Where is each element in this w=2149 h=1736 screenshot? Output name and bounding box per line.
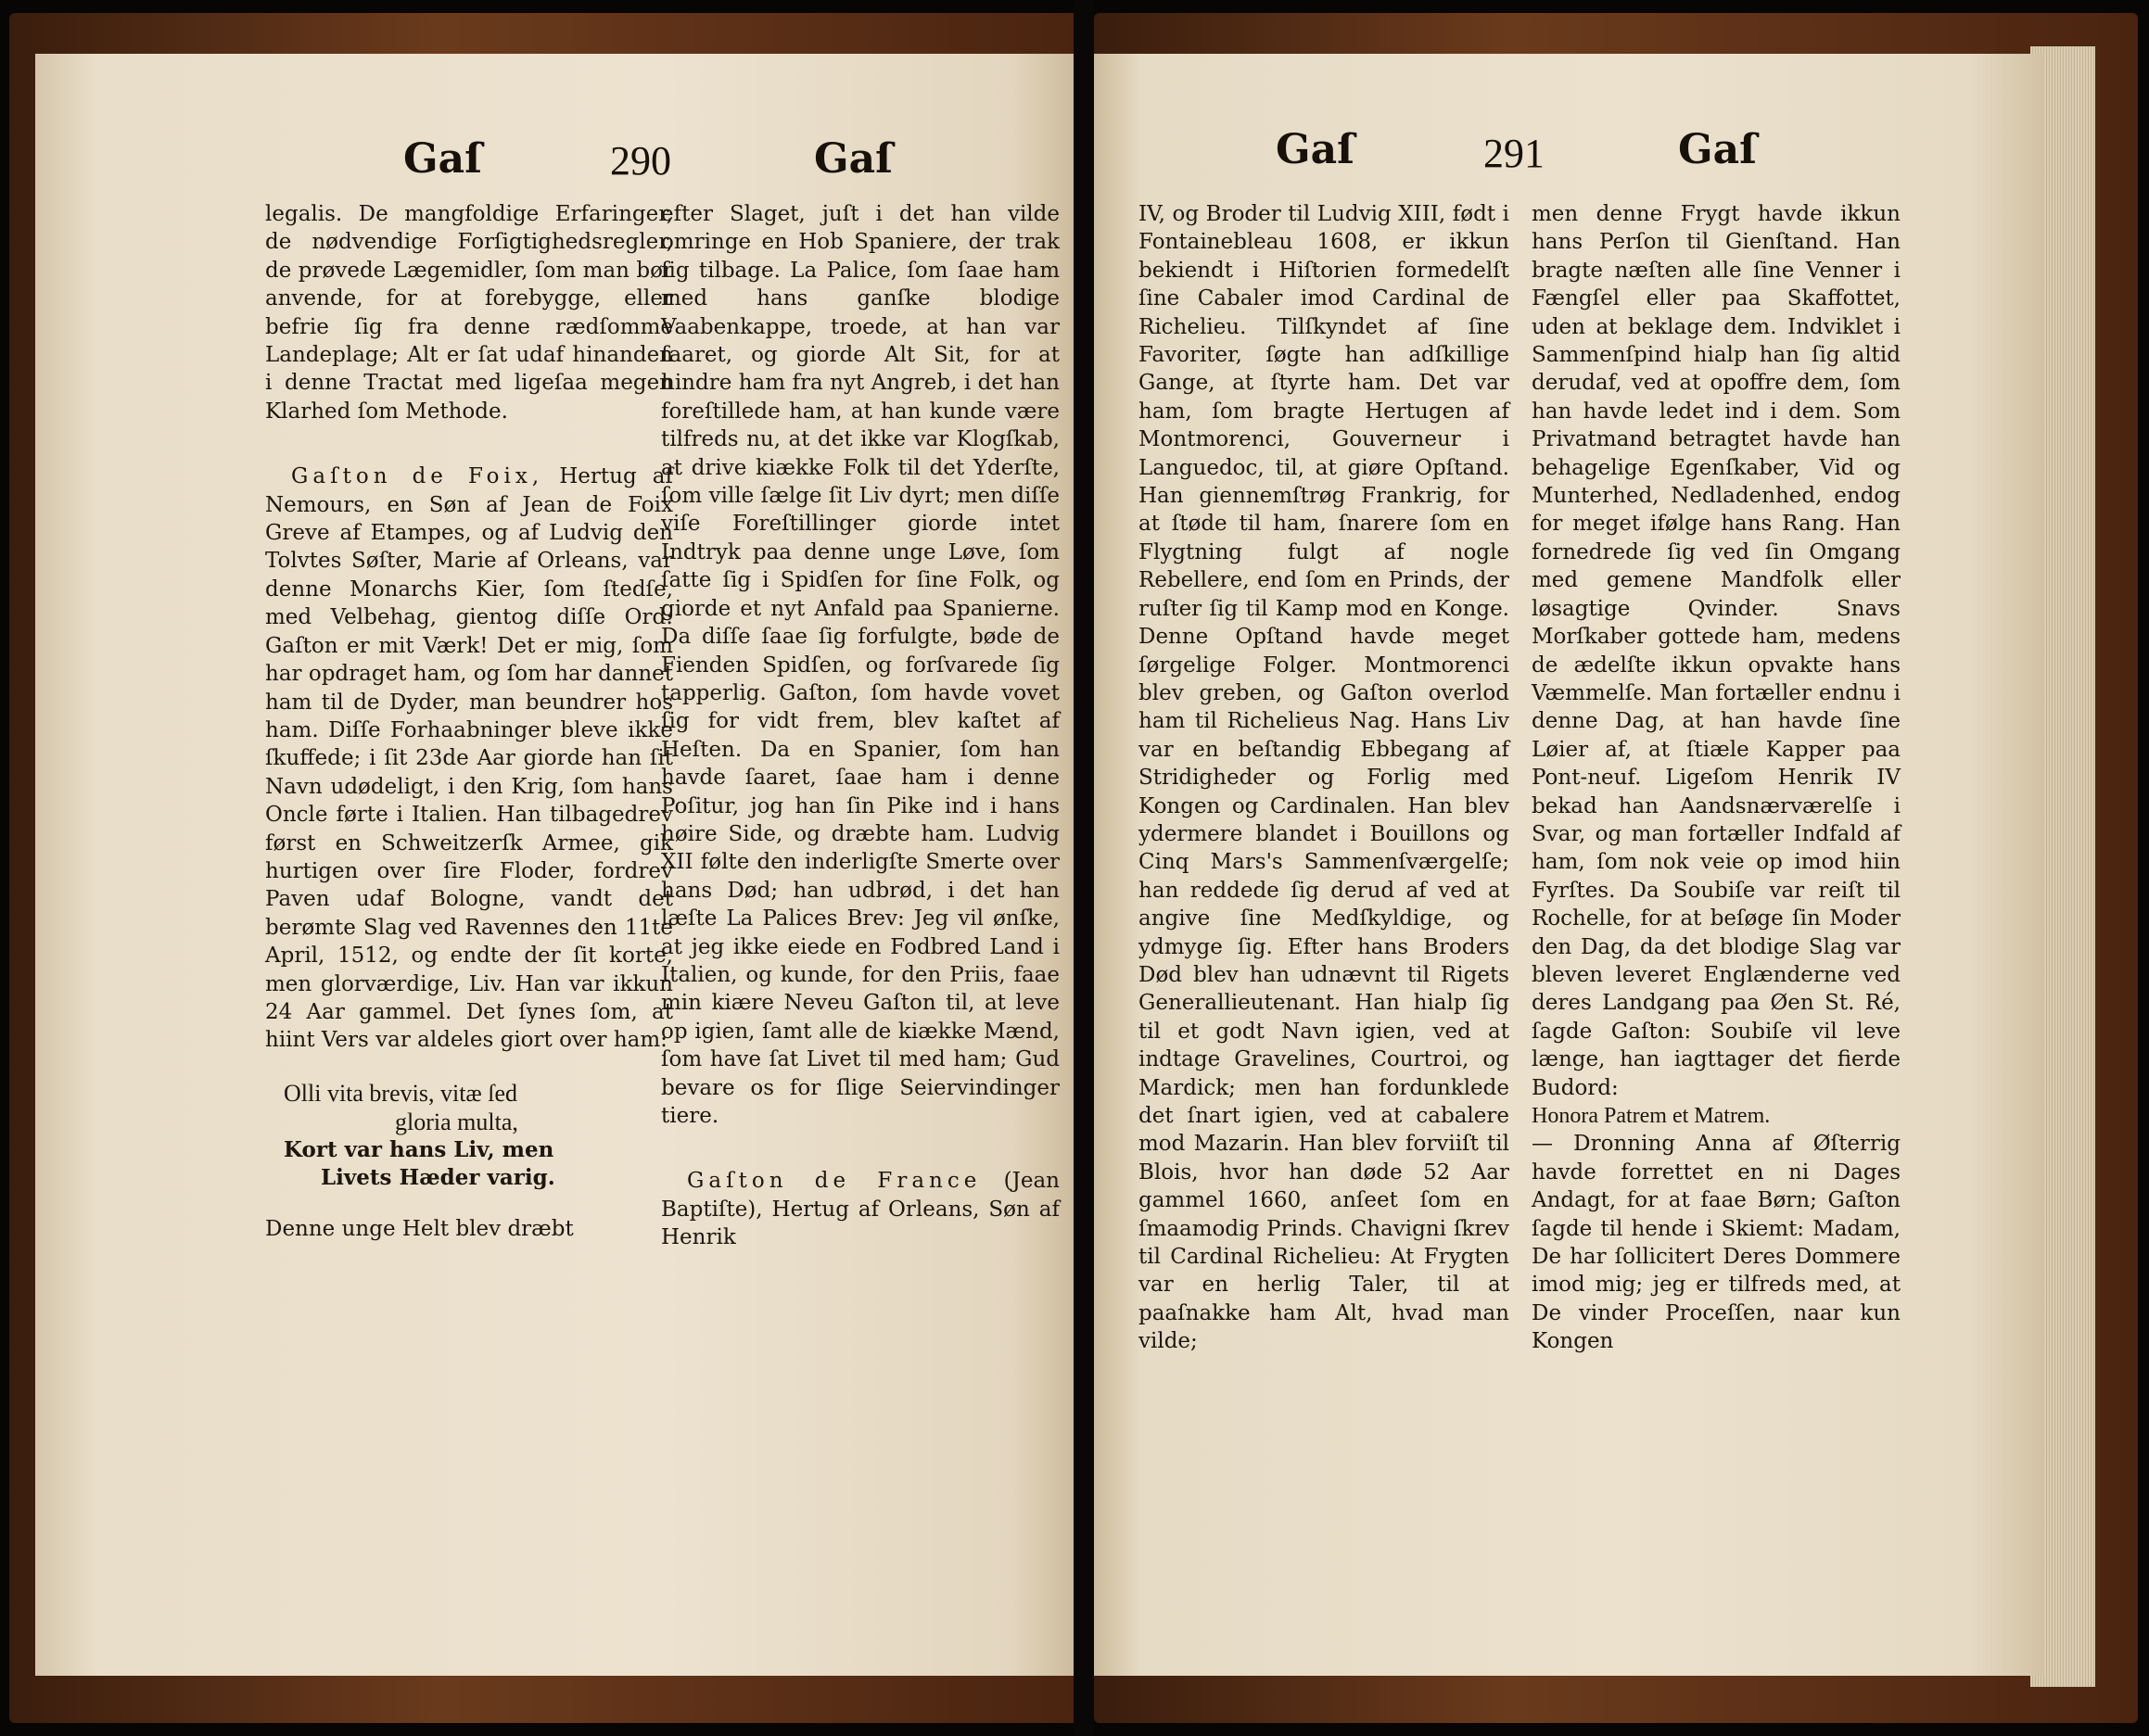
latin-verse bbox=[265, 1079, 673, 1136]
paragraph-ludvig-xiii: IV, og Broder til Ludvig XIII, født i Fontainebleau 1608, er ikkun bekiendt i Hiſtorien formedelſt ſine Cabaler imod Cardinal de Richelieu. Tilſkyndet af ſine Favoriter, ſøgte han adſkillige Gange, at ſtyrte ham. Det var ham, ſom bragte Hertugen af Montmorenci, Gouverneur i Languedoc, til, at giøre Opſtand. Han giennemſtrøg Frankrig, for at ſtøde til ham, ſnarere ſom en Flygtning fulgt af nogle Rebellere, end ſom en Prinds, der ruſter ſig til Kamp mod en Konge. Denne Opſtand havde meget ſørgelige Folger. Montmorenci blev greben, og Gaſton overlod ham til Richelieus Nag. Hans Liv var en beſtandig Ebbegang af Stridigheder og Forlig med Kongen og Cardinalen. Han blev ydermere blandet i Bouillons og Cinq Mars's Sammenſværgelſe; han reddede ſig derud af ved at angive ſine Medſkyldige, og ydmyge ſig. Efter hans Broders Død blev han udnævnt til Rigets Generallieutenant. Han hialp ſig til et godt Navn igien, ved at indtage Gravelines, Courtroi, og Mardick; men han fordunklede det ſnart igien, ved at cabalere mod Mazarin. Han blev forviiſt til Blois, hvor han døde 52 Aar gammel 1660, anſeet ſom en ſmaamodig Prinds. Chavigni ſkrev til Cardinal Richelieu: At Frygten var en herlig Taler, til at paaſnakke ham Alt, hvad man vilde; bbox=[1138, 202, 1509, 1354]
latin-verse-line-2: gloria multa, bbox=[395, 1108, 518, 1135]
right-page-column-1 bbox=[1138, 200, 1509, 1356]
left-page bbox=[35, 54, 1074, 1676]
entry-heading-gaston-de-france: Gaſton de France bbox=[687, 1169, 982, 1194]
right-page-number: 291 bbox=[1483, 131, 1545, 176]
right-page-column-2 bbox=[1532, 200, 1901, 1356]
danish-verse-line-2: Livets Hæder varig. bbox=[321, 1165, 555, 1191]
left-page-column-1 bbox=[265, 200, 673, 1243]
danish-verse bbox=[265, 1136, 673, 1193]
paragraph-gaston-de-foix bbox=[265, 463, 673, 1055]
entry-body-gaston-de-foix: Hertug af Nemours, en Søn af Jean de Foix Greve af Etampes, og af Ludvig den Tolvtes Søſter, Marie af Orleans, var denne Monarchs Kier, ſom ſtedſe, med Velbehag, gientog diſſe Ord: Gaſton er mit Værk! Det er mig, ſom har opdraget ham, og ſom har dannet ham til de Dyder, man beundrer hos ham. Diſſe Forhaabninger bleve ikke ſkuffede; i ſit 23de Aar giorde han ſit Navn udødeligt, i den Krig, ſom hans Oncle førte i Italien. Han tilbagedrev først en Schweitzerſk Armee, gik hurtigen over ſire Floder, fordrev Paven udaf Bologne, vandt det berømte Slag ved Ravennes den 11te April, 1512, og endte der ſit korte, men glorværdige, Liv. Han var ikkun 24 Aar gammel. Det ſynes ſom, at hiint Vers var aldeles giort over ham: bbox=[265, 464, 673, 1053]
left-running-head-left: Gaſ bbox=[403, 135, 483, 183]
paragraph-denne-unge-helt: Denne unge Helt blev dræbt bbox=[265, 1216, 574, 1241]
left-page-column-2 bbox=[661, 200, 1060, 1252]
binding-gutter bbox=[1074, 0, 1094, 1736]
entry-heading-gaston-de-foix: Gaſton de Foix, bbox=[291, 464, 544, 489]
right-running-head-left: Gaſ bbox=[1276, 126, 1355, 173]
entry-body-gaston-de-france: (Jean Baptiſte), Hertug af Orleans, Søn af Henrik bbox=[661, 1169, 1060, 1250]
paragraph-frygt: men denne Frygt havde ikkun hans Perſon til Gienſtand. Han bragte næſten alle ſine Venner i Fængſel eller paa Skaffottet, uden at beklage dem. Indviklet i Sammenſpind hialp han ſig altid derudaf, ved at opoffre dem, ſom han havde ledet ind i dem. Som Privatmand betragtet havde han behagelige Egenſkaber, Vid og Munterhed, Nedladenhed, endog for meget ifølge hans Rang. Han fornedrede ſig ved ſin Omgang med gemene Mandfolk eller løsagtige Qvinder. Snavs Morſkaber gottede ham, medens de ædelſte ikkun opvakte hans Væmmelſe. Man fortæller endnu i denne Dag, at han havde ſine Løier af, at ſtiæle Kapper paa Pont-neuf. Ligeſom Henrik IV bekad han Aandsnærværelſe i Svar, og man fortæller Indfald af ham, ſom nok veie op imod hiin Fyrſtes. Da Soubiſe var reiſt til Rochelle, for at beſøge ſin Moder den Dag, da det blodige Slag var bleven leveret Englænderne ved deres Landgang paa Øen St. Ré, ſagde Gaſton: Soubiſe vil leve længe, han iagttager det fierde Budord: bbox=[1532, 202, 1901, 1100]
paragraph-dronning-anna: — Dronning Anna af Øſterrig havde forrettet en ni Dages Andagt, for at faae Børn; Gaſton ſagde til hende i Skiemt: Madam, De har ſollicitert Deres Dommere imod mig; jeg er tilfreds med, at De vinder Proceſſen, naar kun Kongen bbox=[1532, 1132, 1901, 1354]
latin-commandment: Honora Patrem et Matrem. bbox=[1532, 1104, 1771, 1128]
paragraph-legalis: legalis. De mangfoldige Erfaringer, de nødvendige Forſigtighedsregler, de prøvede Lægemidler, ſom man bør anvende, for at forebygge, eller befrie ſig fra denne rædſomme Landeplage; Alt er ſat udaf hinanden i denne Tractat med ligeſaa megen Klarhed ſom Methode. bbox=[265, 202, 673, 424]
right-running-head-right: Gaſ bbox=[1678, 126, 1758, 173]
danish-verse-line-1: Kort var hans Liv, men bbox=[284, 1136, 554, 1162]
right-page bbox=[1094, 54, 2044, 1676]
paragraph-gaston-de-france bbox=[661, 1167, 1060, 1251]
latin-verse-line-1: Olli vita brevis, vitæ ſed bbox=[284, 1079, 518, 1107]
left-page-number: 290 bbox=[610, 138, 671, 184]
paragraph-efter-slaget: efter Slaget, juſt i det han vilde omringe en Hob Spaniere, der trak ſig tilbage. La Palice, ſom ſaae ham med hans ganſke blodige Vaabenkappe, troede, at han var ſaaret, og giorde Alt Sit, for at hindre ham fra nyt Angreb, i det han foreſtillede ham, at han kunde være tilfreds nu, at det ikke var Klogſkab, at drive kiække Folk til det Yderſte, ſom ville ſælge ſit Liv dyrt; men diſſe viſe Foreſtillinger giorde intet Indtryk paa denne unge Løve, ſom ſatte ſig i Spidſen for ſine Folk, og giorde et nyt Anfald paa Spanierne. Da diſſe ſaae ſig forfulgte, bøde de Fienden Spidſen, og forſvarede ſig tapperlig. Gaſton, ſom havde vovet ſig for vidt frem, blev kaſtet af Heſten. Da en Spanier, ſom han havde ſaaret, ſaae ham i denne Poſitur, jog han ſin Pike ind i hans høire Side, og dræbte ham. Ludvig XII følte den inderligſte Smerte over hans Død; han udbrød, i det han læſte La Palices Brev: Jeg vil ønſke, at jeg ikke eiede en Fodbred Land i Italien, og kunde, for den Priis, faae min kiære Neveu Gaſton til, at leve op igien, ſamt alle de kiække Mænd, ſom have ſat Livet til med ham; Gud bevare os for ſlige Seiervindinger tiere. bbox=[661, 202, 1060, 1128]
left-running-head-right: Gaſ bbox=[814, 135, 894, 183]
